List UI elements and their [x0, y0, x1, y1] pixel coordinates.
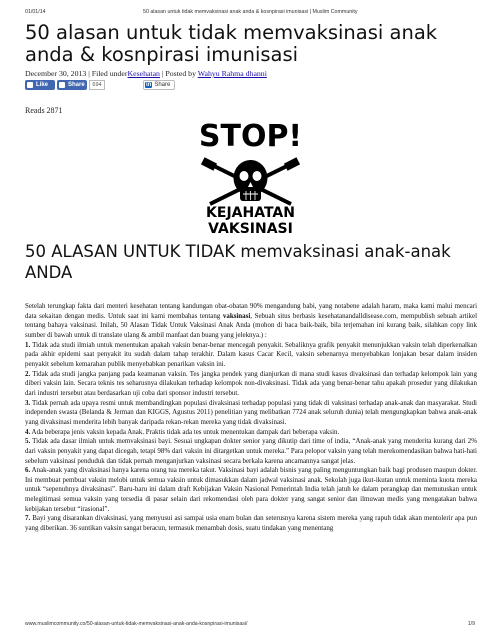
thumbs-up-icon	[27, 82, 33, 88]
list-item	[25, 428, 477, 438]
poster-line-1: KEJAHATAN	[206, 205, 295, 221]
intro-text-a: Setelah terungkap fakta dari menteri kesehatan tentang kandungan obat-obatan 90% mengandung babi, yang notabene adalah haram, maka kami malui mencari data sekaitan dengan medis. Untuk saat ini kami membahas tentang	[25, 302, 477, 320]
share-label: Share	[68, 82, 85, 88]
list-item	[25, 341, 477, 370]
facebook-icon	[59, 82, 65, 88]
linkedin-share-label: Share	[154, 82, 171, 88]
facebook-share-button[interactable]	[57, 80, 87, 90]
linkedin-icon: in	[146, 82, 152, 88]
print-document-title: 50 alasan untuk tidak memvaksinasi anak anda & kosnpirasi imunisasi | Muslim Community	[143, 9, 358, 15]
posted-by-label: | Posted by	[159, 69, 198, 78]
author-link[interactable]: Wahyu Rahma dhanni	[197, 69, 267, 78]
skull-syringe-icon	[201, 157, 300, 204]
item-text: Tidak ada dasar ilmiah untuk memvaksinasi bayi. Sesuai ungkapan dokter senior yang dikutip dari time of india, “Anak-anak yang menderita kurang dari 2% dari vaksin penyakit yang dapat dicegah, tetapi 98% dari vaksin ini ditargetkan untuk mereka.” Para pelopor vaksin yang telah merekomendasikan bahwa hati-hati sebelum vaksinasi penduduk dan tidak pernah menganjurkan vaksinasi secara berkala karena ancamannya sangat jelas.	[25, 437, 477, 465]
like-label: Like	[36, 82, 49, 88]
share-bar	[25, 79, 175, 91]
print-footer	[25, 621, 475, 627]
category-link[interactable]: Kesehatan	[127, 69, 160, 78]
item-number: 2.	[25, 369, 31, 378]
item-number: 6.	[25, 466, 31, 475]
linkedin-share-button[interactable]	[143, 80, 175, 90]
print-date: 01/01/14	[25, 9, 46, 15]
article-body	[25, 302, 477, 534]
post-meta	[25, 69, 267, 78]
item-number: 5.	[25, 437, 31, 446]
item-text: Tidak ada studi jangka panjang pada keamanan vaksin. Tes jangka pendek yang dianjurkan di mana studi kasus divaksinasi dan terhadap kelompok lain yang diberi vaksin lain. Secara teknis tes seharusnya dilakukan terhadap kelompok non-divaksinasi. Tidak ada yang benar-benar tahu apakah prosedur yang dilakukan dari industri tersebut atau berdasarkan uji coba dari sponsor industri tersebut.	[25, 369, 477, 397]
article-heading: 50 ALASAN UNTUK TIDAK memvaksinasi anak-anak ANDA	[25, 242, 451, 282]
post-date: December 30, 2013	[25, 69, 87, 78]
page-number: 1/9	[467, 621, 475, 627]
facebook-like-button[interactable]	[25, 80, 55, 90]
item-number: 3.	[25, 398, 31, 407]
intro-bold: vaksinasi	[222, 311, 251, 320]
item-text: Bayi yang disarankan divaksinasi, yang menyusui asi sampai usia enam bulan dan seterusnya karena sistem mereka yang rapuh tidak akan mentolerir apa pun yang diberikan. 36 suntikan vaksin sangat beracun, termasuk menambah dosis, suatu tindakan yang menentang	[25, 514, 477, 533]
poster-line-2: VAKSINASI	[208, 221, 293, 236]
reads-count: Reads 2871	[25, 106, 63, 115]
filed-under-label: | Filed under	[86, 69, 128, 78]
share-count: 694	[89, 80, 105, 90]
list-item	[25, 466, 477, 514]
item-text: Tidak ada studi ilmiah untuk menentukan apakah vaksin benar-benar mencegah penyakit. Sebaliknya grafik penyakit menunjukkan vaksin telah diperkenalkan pada akhir epidemi saat penyakit itu sudah dalam tahap terakhir. Dalam kasus Cacar Kecil, vaksin sebenarnya menyebabkan lonjakan besar dalam insiden penyakit sebelum kemarahan publik menyebabkan penarikan vaksin ini.	[25, 340, 477, 368]
item-number: 1.	[25, 340, 31, 349]
poster-stop-text: STOP!	[198, 119, 303, 154]
item-text: Ada beberapa jenis vaksin kepada Anak. Praktis tidak ada tes untuk menentukan dampak dari beberapa vaksin.	[30, 427, 340, 436]
intro-text-b: , Sebuah situs berbasis kesehatanandalldisease.com, mempublish sebuah artikel tentang bahaya vaksinasi. Inilah, 50 Alasan Tidak Untuk Vaksinasi Anak Anda (mohon di baca baik-baik, bila terjemahan ini kurang baik, silahkan copy link sumber di bawah untuk di translate ulang & ambil manfaat dan buang yang jeleknya.) :	[25, 311, 477, 339]
item-number: 4.	[25, 427, 31, 436]
list-item	[25, 370, 477, 399]
stop-vaccination-poster	[188, 116, 313, 236]
item-text: Anak-anak yang divaksinasi hanya karena orang tua mereka takut. Vaksinasi bayi adalah bisnis yang paling menguntungkan baik bagi produsen maupun dokter. Ini membuat pembuat vaksin melobi untuk semua vaksin untuk dimasukkan dalam jadwal vaksinasi anak. Sekolah juga ikut-ikutan untuk meminta kuota mereka untuk “sepenuhnya divaksinasi”. Baru-baru ini dalam draft Kebijakan Vaksin Nasional Pemerintah India telah jatuh ke dalam perangkap dan memutuskan untuk melegitimasi semua vaksin yang tersedia di pasar selain dari rekomendasi oleh para dokter yang sangat senior dan ilmuwan medis yang mengatakan bahwa kebijakan tersebut “irasional”.	[25, 466, 477, 513]
list-item	[25, 437, 477, 466]
item-number: 7.	[25, 514, 31, 523]
post-title: 50 alasan untuk tidak memvaksinasi anak anda & kosnpirasi imunisasi	[25, 21, 438, 66]
list-item	[25, 399, 477, 428]
list-item	[25, 514, 477, 533]
footer-url: www.muslimcommunity.co/50-alasan-untuk-tidak-memvaksinasi-anak-anda-kosnpirasi-imunisasi/	[25, 621, 248, 627]
intro-paragraph	[25, 302, 477, 341]
item-text: Tidak pernah ada upaya resmi untuk membandingkan populasi divaksinasi terhadap populasi yang tidak di vaksinasi terhadap anak-anak dan masyarakat. Studi independen swasta (Belanda & Jerman dan KIGGS, Agustus 2011) penelitian yang melibatkan 7724 anak seluruh dunia) telah mengungkapkan bahwa anak-anak yang divaksinasi menderita lebih banyak daripada rekan-rekan mereka yang tidak divaksinasi.	[25, 398, 477, 426]
print-header	[25, 9, 475, 19]
